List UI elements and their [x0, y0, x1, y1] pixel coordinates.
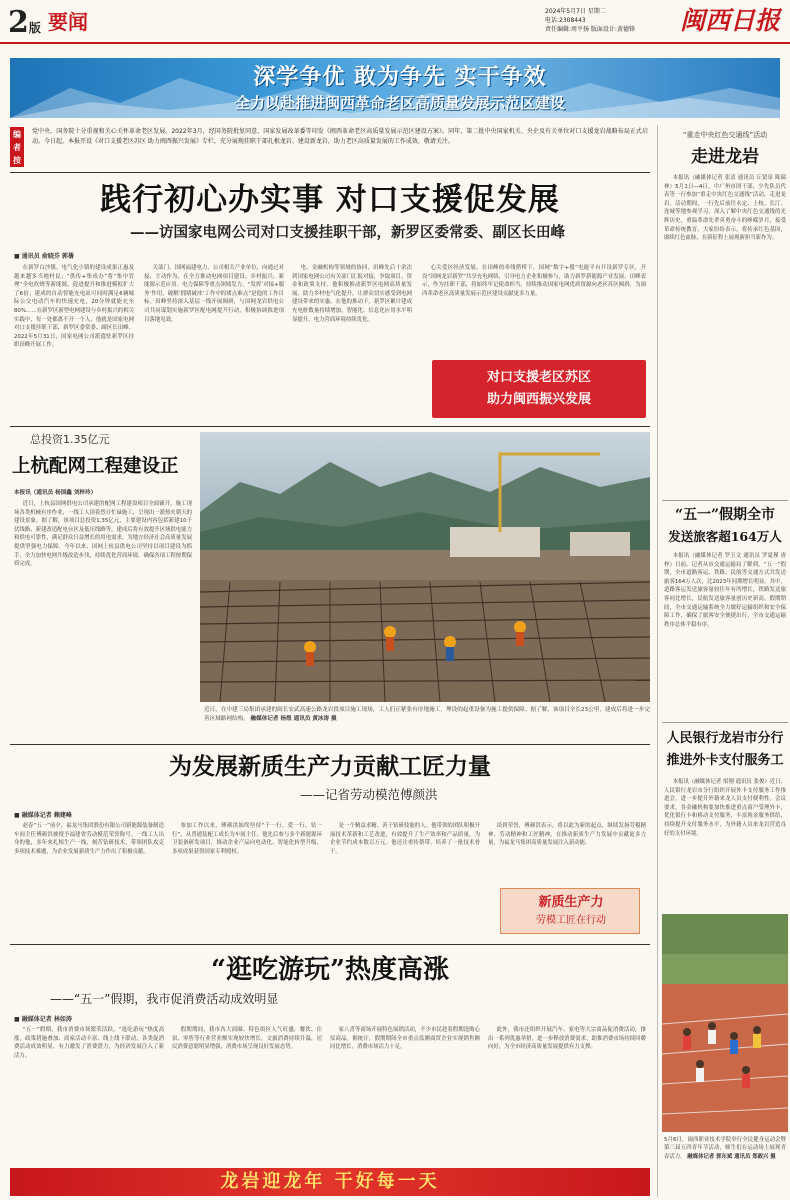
- grid-byline: 本报讯（通讯员 杨国鑫 刘梓玲）: [14, 490, 97, 496]
- grid-headline: 上杭配网工程建设正: [12, 456, 179, 477]
- page-number: [8, 6, 48, 40]
- main-column-1-text: 在新罗白沙镇，电气化小镇的建设成果正惠及越来越多当地村民；“供传+集成办”将“集中管理”全电炊烧等新能源，促进提升和推进模拟扩大了6倍；建成的自动智能充电站可同时满足6辆城际公交电动汽车的快速充电，20分钟就能充至80%……在新罗区新型电网建设与乡村振兴的相关实践中，每一处都离不开一个人，他就是国家电网对口支援挂职干部、新罗区委常委、副区长田峰。2022年5月31日，国家电网公司派遣驻新罗区挂职田峰开展工作。: [14, 265, 134, 349]
- sidebar-story-3-body: 本报讯（融媒体记者 梁刚 通讯员 张俊）近日，人民银行龙岩市分行组织开展外卡支付服务工作推进会，进一步提升外籍来龙人员支付便利性。会议要求，各金融机构要加快推进重点商户受理外卡，优化银行卡和移动支付服务，丰富现金服务供给，持续提升支付服务水平，为外籍人员来龙岩营造良好的支付环境。: [664, 779, 786, 837]
- grid-kicker: 总投资1.35亿元: [30, 433, 110, 446]
- divider: [662, 722, 788, 723]
- divider: [10, 744, 650, 745]
- craftsman-column-tag-line-1: 新质生产力: [538, 895, 604, 910]
- craftsman-column-4: [488, 822, 646, 884]
- consumer-column-2: [172, 1026, 322, 1164]
- sidebar-story-1-text: [664, 174, 786, 494]
- consumer-column-3-text: 家八喜等商场开展特色展销活动，不少市民趁着假期选购心仪商品。据统计，假期期间全市重点监测商贸企业实现销售额同比增长，消费市场活力十足。: [330, 1027, 480, 1051]
- main-subhead: ——访国家电网公司对口支援挂职干部，新罗区委常委、副区长田峰: [130, 225, 565, 241]
- sidebar-photo-credit: 融媒体记者 郭东斌 通讯员 郑毅兴 摄: [687, 1153, 776, 1160]
- main-headline: 践行初心办实事 对口支援促发展: [100, 182, 560, 218]
- sidebar-photo-image: [662, 914, 788, 1132]
- craftsman-column-tag: [500, 888, 640, 934]
- page-number-digit: 2: [8, 6, 29, 40]
- sidebar-photo-caption-text: 5月6日，闽西职业技术学院举行全民健身运动会暨第三届五四青年节活动，师生们在运动场上展现青春活力。: [664, 1137, 786, 1160]
- divider: [662, 500, 788, 501]
- consumer-column-2-text: 假期期间，我市各大商圈、特色街区人气旺盛，餐饮、住宿、零售等行业营业额实现较快增长，文旅消费持续升温，居民消费意愿明显增强，消费市场呈现良好发展态势。: [172, 1027, 322, 1051]
- editor-note-label: 编者按: [10, 127, 24, 167]
- craftsman-column-1-text: 赵春“五一”前夕，福龙马集团股份有限公司新能源装备制造车间主任傅颜洪被授予福建省劳动模范荣誉称号。一线工人出身的他，多年来扎根生产一线，刻苦钻研技术，带领团队攻克多项技术难题，为企业发展新质生产力作出了积极贡献。: [14, 823, 164, 855]
- main-byline: ■ 通讯员 俞晓芬 郭蒨: [14, 253, 74, 260]
- divider: [10, 172, 650, 173]
- masthead-date: 2024年5月7日 星期二: [545, 8, 606, 15]
- sidebar-story-2-text: [664, 552, 786, 716]
- consumer-subhead: ——“五一”假期，我市促消费活动成效明显: [50, 992, 279, 1006]
- banner-line-1: 深学争优 敢为争先 实干争效: [253, 64, 547, 90]
- construction-photo-credit: 融媒体记者 杨煜 通讯员 黄冰涛 摄: [250, 715, 337, 722]
- sidebar-story-2-body: 本报讯（融媒体记者 罗玉文 通讯员 罗夏瑾 唐梓）日前，记者从市交通运输局了解到，“五一”假期，全市道路客运、铁路、民航等交通方式共发送旅客164万人次，比2023年同期增长明显。其中，道路客运发送旅客量较往年有所增长，铁路发送旅客同比增长，民航发送旅客量创历史新高。假期期间，全市交通运输系统全力做好运输组织和安全保障工作，确保了旅客安全便捷出行，全市交通运输秩序总体平稳有序。: [664, 553, 786, 628]
- banner: [10, 58, 780, 118]
- consumer-column-1: [14, 1026, 164, 1164]
- sidebar-story-3-headline-1: 人民银行龙岩市分行: [666, 731, 784, 746]
- craftsman-subhead: ——记省劳动模范傅颜洪: [300, 787, 438, 802]
- sidebar-story-3-headline-2: 推进外卡支付服务工: [666, 753, 784, 768]
- craftsman-byline: ■ 融媒体记者 赖建峰: [14, 812, 72, 819]
- main-column-2-text: 关部门、国网福建电力、公司相关产业单位，向通过对接，主动作为，在全力推动电网项目建设、乡村振兴、新能源示范应用、电力保障等重点领域发力。“发挥‘对接+服务’作用，破解‘拥堵破冰’工作中的堵点难点”是他的工作目标。田峰坚持深入基层一线开展调研，与国网龙岩供电公司共同谋划实施新罗区配电网提升行动，积极协调推进项目落地见效。: [144, 265, 284, 323]
- main-column-tag-line-2: 助力闽西振兴发展: [486, 392, 591, 407]
- newspaper-logo: 闽西日报: [680, 6, 781, 35]
- sidebar-photo: [662, 914, 788, 1132]
- banner-line-2: 全力以赴推进闽西革命老区高质量发展示范区建设: [234, 94, 565, 112]
- sidebar-story-1-body: 本报讯（融媒体记者 张清 通讯员 丘贤泉 陈瑞林）5月1日—4日，中广州市团干部、少先队员代表等一行参加“重走中央红色交通线”活动，走进龙岩。活动期间，一行先后前往永定、上杭、长汀、连城等地参观学习，深入了解中央红色交通线的光辉历史，重温革命先辈英勇奋斗的峥嵘岁月，接受革命传统教育。大家纷纷表示，将传承红色基因，赓续红色血脉，在新征程上展现新担当新作为。: [664, 175, 786, 242]
- craftsman-column-4-text: 谈到荣誉，傅颜洪表示，将以此为新的起点，继续发扬劳模精神、劳动精神和工匠精神，在推动新质生产力发展中贡献更多力量，为福龙马集团高质量发展注入新动能。: [488, 823, 646, 847]
- consumer-headline: “逛吃游玩”热度高涨: [211, 955, 449, 985]
- grid-text-body: 近日，上杭县国网供电公司承建的配网工程建设项目全面铺开，施工现场各类机械有序作业，一线工人顶着烈日忙碌施工，呈现出一派热火朝天的建设景象。据了解，该项目总投资1.35亿元，主要建设内容包括新建10千伏线路、新建改造配电台区及低压线路等，建成后将有效提升区域供电能力和供电可靠性，满足群众日益增长的用电需求，为地方经济社会高质量发展提供坚强电力保障。今年以来，国网上杭县供电公司坚持以项目建设为抓手，全力加快电网升级改造步伐，持续优化营商环境，确保各项工程按期保质完成。: [14, 501, 192, 568]
- main-column-tag-line-1: 对口支援老区苏区: [486, 370, 591, 385]
- sidebar-story-2-headline-1: “五一”假期全市: [674, 507, 776, 523]
- masthead: [0, 0, 790, 44]
- craftsman-column-tag-line-2: 劳模工匠在行动: [536, 915, 606, 926]
- slogan-text: 龙岩迎龙年 干好每一天: [220, 1171, 440, 1192]
- masthead-phone: 电话:2308443: [545, 17, 586, 24]
- section-title: 要闻: [48, 10, 88, 34]
- main-column-3-text: 电、金融机构等领域的协同，田峰先后十余次到国家电网公司有关部门汇报对接，争取项目、资金和政策支持。他积极推动新罗区电网高质量发展，助力乡村电气化提升，让群众切实感受到电网建设带来的实惠。在他的推动下，新罗区累计建成充电桩数量持续增加，智能化、信息化应用水平明显提升，电力营商环境持续优化。: [292, 265, 412, 323]
- consumer-column-4: [488, 1026, 646, 1164]
- masthead-editors: 责任编辑:周平扬 版面设计:黄德锋: [545, 26, 635, 33]
- main-column-tag: [432, 360, 646, 418]
- main-column-3: [292, 264, 412, 422]
- sidebar-story-2-headline-2: 发送旅客超164万人: [668, 529, 782, 544]
- consumer-column-4-text: 此外，我市还组织开展汽车、家电等大宗商品促消费活动，推出一系列优惠举措，进一步释放消费需求，助推消费市场持续回暖向好，为全市经济高质量发展提供有力支撑。: [488, 1027, 646, 1051]
- consumer-column-1-text: “五一”假期，我市消费市场繁荣活跃，“逛吃游玩”热度高涨，政策措施叠加、商家活动丰富、线上线下联动，各类促消费活动成效明显，有力激发了消费潜力，为经济发展注入了新活力。: [14, 1027, 164, 1059]
- craftsman-column-2: [172, 822, 322, 938]
- consumer-column-3: [330, 1026, 480, 1164]
- grid-text: [14, 500, 192, 740]
- main-column-2: [144, 264, 284, 422]
- editor-note-text: 党中央、国务院十分重视和关心关怀革命老区发展。2022年3月，经国务院批复同意，国家发展改革委等印发《闽西革命老区高质量发展示范区建设方案》。同年，第二批中央国家机关、央企及有关单位对口支援龙岩战略布局正式启动。今日起，本报开设《对口支援老区苏区 助力闽西振兴发展》专栏，充分展现挂职干部扎根龙岩、建设新龙岩，助力老区高质量发展的工作成效，敬请关注。: [32, 128, 648, 145]
- craftsman-column-1: [14, 822, 164, 938]
- craftsman-column-3-text: 是一个精益求精、善于钻研技能的人。他带领的团队积极开展技术革新和工艺改进，有效提升了生产效率和产品质量，为企业节约成本数百万元。他还注重传帮带，培养了一批技术骨干。: [330, 823, 480, 855]
- construction-photo-image: [200, 432, 650, 702]
- editor-note: [10, 125, 650, 169]
- craftsman-column-2-text: 参加工作以来，傅颜洪始终坚持“干一行、爱一行、钻一行”，从普通装配工成长为车间主任。他先后参与多个新能源环卫装备研发项目，推动企业产品向电动化、智能化转型升级，多项成果获得国家专利授权。: [172, 823, 322, 855]
- consumer-byline: ■ 融媒体记者 林如涛: [14, 1016, 72, 1023]
- sidebar-story-1-headline: 走进龙岩: [691, 147, 759, 167]
- craftsman-column-3: [330, 822, 480, 938]
- sidebar-story-3-text: [664, 778, 786, 908]
- divider: [10, 426, 650, 427]
- divider: [10, 944, 650, 945]
- sidebar-story-1-kicker: “重走中央红色交通线”活动: [682, 131, 768, 139]
- sidebar-divider: [657, 125, 658, 1197]
- slogan-bar: [10, 1168, 650, 1196]
- masthead-rule: [0, 42, 790, 44]
- craftsman-headline: 为发展新质生产力贡献工匠力量: [169, 753, 491, 780]
- sidebar-photo-caption: [664, 1136, 786, 1196]
- construction-photo: [200, 432, 650, 702]
- construction-photo-caption: [204, 706, 650, 740]
- construction-photo-caption-text: 近日，在中建三局集团承建的闽长安武高速公路龙岩段项目施工现场，工人们正紧张有序地施工，埋设的起重设备为施工提供保障。据了解，该项目全长23公里，建成后将进一步完善区域路网结构。: [204, 707, 650, 722]
- page-number-suffix: 版: [28, 21, 41, 35]
- main-column-4: [422, 264, 646, 354]
- main-column-1: [14, 264, 134, 422]
- main-column-4-text: 心关爱区经济发展。在田峰的牵线搭桥下，国网“数字+援”电能平台开设新罗专区，开设“国网龙岩新罗”共享充电网络，引导电力企业积极参与，助力新罗新能源产业发展。田峰表示，作为挂职干部，将始终牢记使命担当，持续推动国家电网优质资源向老区苏区倾斜，为闽西革命老区高质量发展示范区建设贡献更多力量。: [422, 265, 646, 297]
